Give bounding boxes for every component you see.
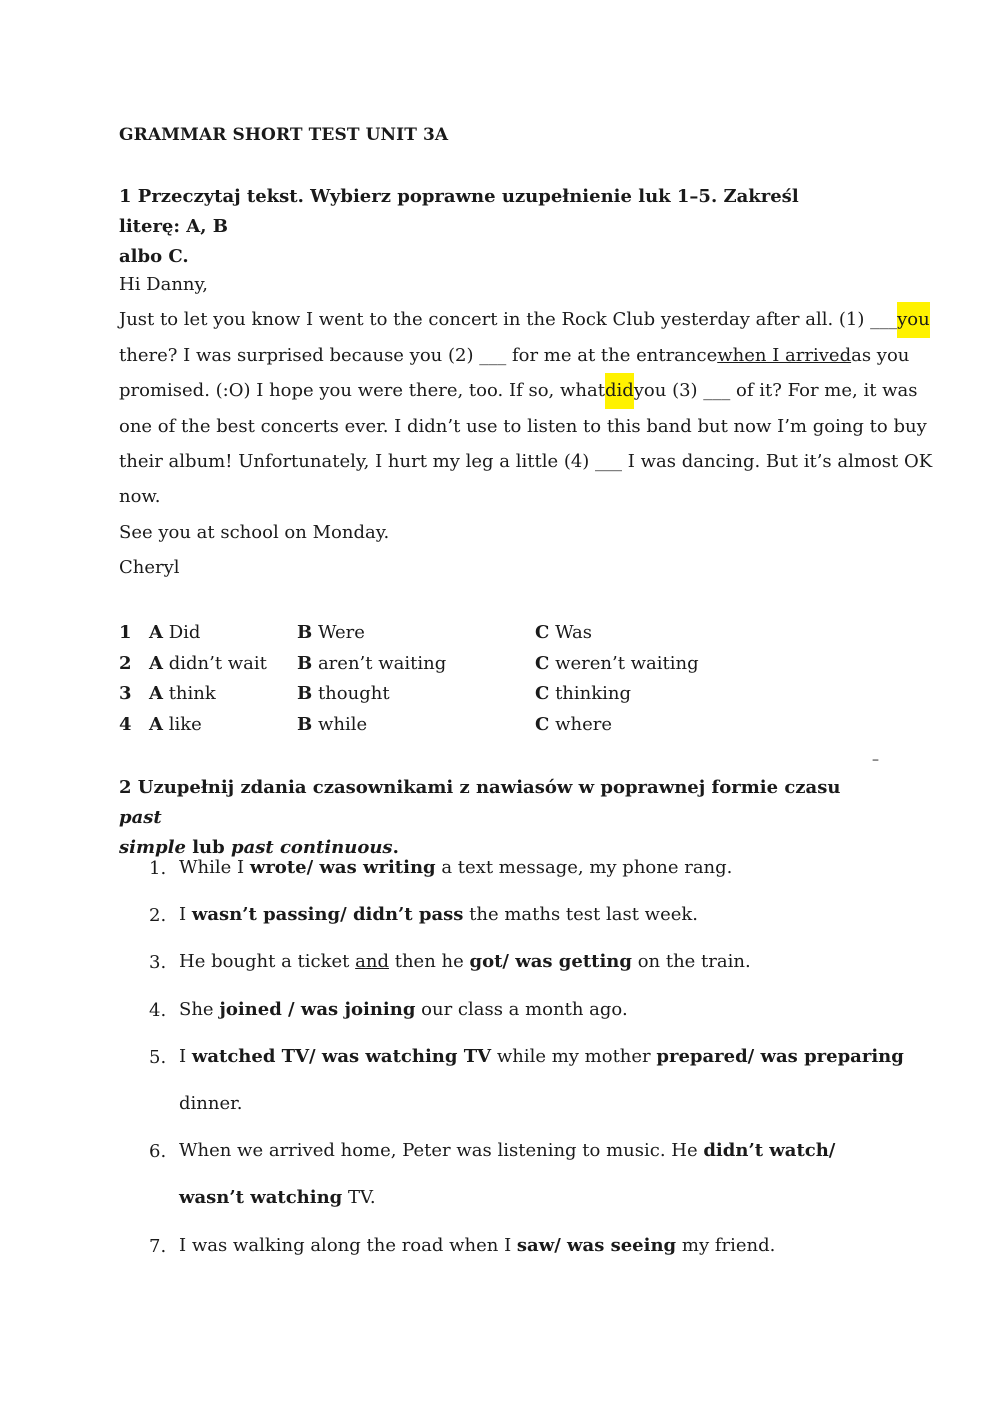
item-text: I was walking along the road when I saw/ was seeing my friend. <box>179 1234 776 1256</box>
option-key: B <box>297 652 313 674</box>
option-b[interactable] <box>297 714 367 735</box>
option-b[interactable] <box>297 622 365 643</box>
letter-signature: Cheryl <box>119 557 180 579</box>
item-number: 5. <box>149 1046 167 1068</box>
option-c[interactable] <box>535 714 612 735</box>
item-number: 4. <box>149 999 167 1021</box>
option-key: B <box>297 622 313 643</box>
task2-heading-italic: past <box>119 807 162 828</box>
option-b[interactable] <box>297 683 390 704</box>
option-key: C <box>535 713 550 735</box>
underlined-word: and <box>355 951 389 973</box>
option-b[interactable] <box>297 653 446 674</box>
option-text: Did <box>168 622 201 643</box>
letter-line-5: their album! Unfortunately, I hurt my leg a little (4) ___ I was dancing. But it’s almost OK <box>119 451 933 473</box>
letter-line-3-end: you (3) ___ of it? For me, it was <box>633 380 918 402</box>
highlighted-word: did <box>605 373 634 408</box>
task2-heading-italic: past continuous <box>230 837 393 858</box>
task1-heading <box>119 182 859 272</box>
option-a[interactable] <box>149 653 267 674</box>
option-text: thinking <box>555 683 632 704</box>
option-c[interactable] <box>535 653 699 674</box>
question-number: 3 <box>119 683 132 704</box>
item-text: He bought a ticket and then he got/ was getting on the train. <box>179 951 751 973</box>
task2-heading-text: 2 Uzupełnij zdania czasownikami z nawiasów w poprawnej formie czasu <box>119 777 841 798</box>
verb-choice[interactable]: prepared/ was preparing <box>656 1045 904 1067</box>
option-key: A <box>149 622 163 643</box>
highlighted-word: you <box>897 302 930 337</box>
letter-line-2 <box>119 338 910 373</box>
verb-choice[interactable]: saw/ was seeing <box>516 1234 677 1256</box>
item-text: I watched TV/ was watching TV while my mother prepared/ was preparing dinner. <box>179 1045 904 1114</box>
option-text: thought <box>317 683 390 704</box>
verb-choice[interactable]: wasn’t watching <box>179 1187 343 1209</box>
option-a[interactable] <box>149 683 216 704</box>
letter-text <box>119 267 933 586</box>
letter-line-3-text: promised. (:O) I hope you were there, too. If so, what <box>119 380 605 402</box>
option-key: C <box>535 683 550 704</box>
verb-choice[interactable]: wasn’t passing/ didn’t pass <box>191 904 464 926</box>
verb-choice[interactable]: got/ was getting <box>469 951 632 973</box>
item-number: 7. <box>149 1235 167 1257</box>
option-text: think <box>168 683 216 704</box>
option-key: B <box>297 713 313 735</box>
item-text: She joined / was joining our class a month ago. <box>179 998 628 1020</box>
letter-line-2-text: there? I was surprised because you (2) ___ for me at the entrance <box>119 344 718 366</box>
question-number: 4 <box>119 713 132 735</box>
letter-line-1 <box>119 302 930 337</box>
task2-heading-text: lub <box>192 837 225 858</box>
letter-line-4: one of the best concerts ever. I didn’t use to listen to this band but now I’m going to buy <box>119 415 927 437</box>
letter-greeting: Hi Danny, <box>119 274 209 295</box>
verb-choice[interactable]: didn’t watch/ <box>703 1140 836 1162</box>
task2-heading-text: . <box>392 837 399 858</box>
option-a[interactable] <box>149 622 200 643</box>
item-text: While I wrote/ was writing a text message, my phone rang. <box>179 857 733 878</box>
item-text: I wasn’t passing/ didn’t pass the maths test last week. <box>179 904 699 926</box>
item-text: When we arrived home, Peter was listening to music. He didn’t watch/ wasn’t watching TV. <box>179 1140 836 1209</box>
stray-dash: – <box>872 752 879 768</box>
option-key: C <box>535 622 550 643</box>
question-number: 2 <box>119 652 132 674</box>
question-number: 1 <box>119 622 132 643</box>
option-text: where <box>555 713 612 735</box>
option-key: A <box>149 683 163 704</box>
option-text: didn’t wait <box>168 652 267 674</box>
page-title: GRAMMAR SHORT TEST UNIT 3A <box>119 125 449 145</box>
option-text: Was <box>555 622 592 643</box>
option-key: A <box>149 713 163 735</box>
item-number: 6. <box>149 1141 167 1163</box>
task1-heading-line1: 1 Przeczytaj tekst. Wybierz poprawne uzupełnienie luk 1–5. Zakreśl literę: A, B <box>119 186 799 237</box>
option-key: A <box>149 652 163 674</box>
option-text: aren’t waiting <box>317 652 447 674</box>
letter-line-6: now. <box>119 486 161 508</box>
option-text: like <box>168 713 202 735</box>
option-text: while <box>317 713 368 735</box>
letter-line-3 <box>119 373 918 408</box>
letter-line-2-end: as you <box>851 344 910 366</box>
underlined-phrase: when I arrived <box>717 344 852 366</box>
option-c[interactable] <box>535 622 592 643</box>
letter-line-1-text: Just to let you know I went to the concert in the Rock Club yesterday after all. (1) ___ <box>119 309 898 331</box>
verb-choice[interactable]: wrote/ was writing <box>249 857 436 878</box>
verb-choice[interactable]: watched TV/ was watching TV <box>191 1045 492 1067</box>
task1-heading-line2: albo C. <box>119 246 189 267</box>
option-c[interactable] <box>535 683 631 704</box>
option-text: weren’t waiting <box>555 652 699 674</box>
option-text: Were <box>317 622 365 643</box>
item-number: 3. <box>149 952 167 974</box>
letter-line-7: See you at school on Monday. <box>119 521 390 543</box>
verb-choice[interactable]: joined / was joining <box>219 998 416 1020</box>
item-number: 2. <box>149 905 167 927</box>
option-key: B <box>297 683 313 704</box>
option-a[interactable] <box>149 714 202 735</box>
option-key: C <box>535 652 550 674</box>
task2-heading-italic: simple <box>119 837 186 858</box>
item-number: 1. <box>149 858 167 879</box>
